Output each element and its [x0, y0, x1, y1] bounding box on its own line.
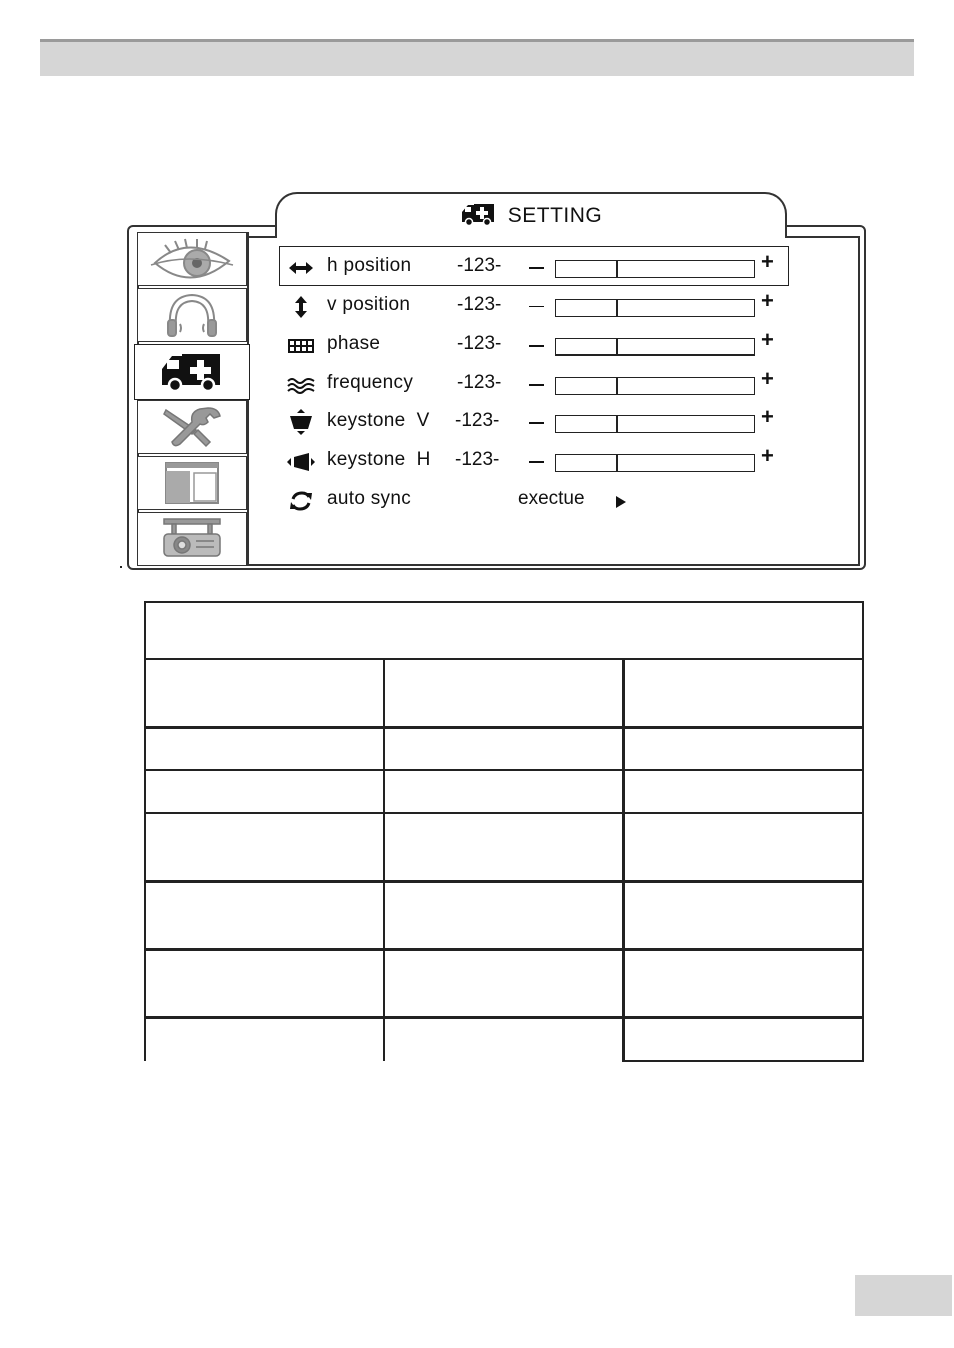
decrease-icon[interactable]: [529, 306, 544, 307]
vertical-arrows-icon: [287, 296, 315, 318]
header-bar: [40, 39, 914, 76]
menu-item-h-position[interactable]: [127, 249, 866, 282]
ambulance-icon: [460, 202, 496, 226]
value-slider[interactable]: [555, 415, 755, 433]
menu-item-keystone-v[interactable]: [127, 404, 866, 437]
execute-action-label[interactable]: exectue: [518, 488, 585, 509]
menu-item-keystone-h[interactable]: [127, 443, 866, 476]
value-slider[interactable]: [555, 454, 755, 472]
page-number-tab: [855, 1275, 952, 1316]
menu-item-v-position[interactable]: [127, 288, 866, 321]
horizontal-arrows-icon: [287, 257, 315, 279]
table-cell: [384, 1017, 623, 1061]
increase-icon[interactable]: +: [761, 327, 774, 352]
table-cell: [624, 949, 863, 1017]
item-label: frequency: [327, 372, 414, 393]
table-cell: [624, 1017, 863, 1061]
table-row: [145, 770, 863, 813]
item-value: -123-: [455, 449, 500, 470]
table-row: [145, 813, 863, 881]
table-row: [145, 949, 863, 1017]
table-cell: [145, 727, 384, 770]
table-cell: [384, 659, 623, 727]
increase-icon[interactable]: +: [761, 288, 774, 313]
osd-title-text: SETTING: [507, 204, 603, 227]
item-value: -123-: [457, 372, 502, 393]
projector-icon: [160, 517, 224, 561]
table-cell: [384, 881, 623, 949]
table-cell: [145, 813, 384, 881]
osd-title: [275, 202, 787, 228]
tab-projector[interactable]: [137, 512, 247, 566]
table-cell: [384, 727, 623, 770]
play-triangle-icon[interactable]: [615, 495, 627, 509]
item-label: v position: [327, 294, 411, 315]
increase-icon[interactable]: +: [761, 366, 774, 391]
tab-setting[interactable]: [134, 344, 250, 400]
table-cell: [145, 949, 384, 1017]
blank-table: [144, 601, 864, 1062]
item-label: auto sync: [327, 488, 412, 509]
table-cell: [624, 659, 863, 727]
increase-icon[interactable]: +: [761, 443, 774, 468]
table-cell: [145, 770, 384, 813]
table-cell: [384, 813, 623, 881]
table-row: [145, 659, 863, 727]
item-value: -123-: [457, 294, 502, 315]
table-cell: [624, 770, 863, 813]
value-slider[interactable]: [555, 338, 755, 356]
ambulance-icon: [160, 351, 224, 393]
table-cell: [384, 770, 623, 813]
increase-icon[interactable]: +: [761, 249, 774, 274]
keystone-h-icon: [287, 451, 315, 473]
table-row: [145, 1017, 863, 1061]
decrease-icon[interactable]: [529, 461, 544, 463]
item-value: -123-: [455, 410, 500, 431]
stray-dot: [120, 566, 122, 568]
table-row: [145, 602, 863, 659]
phase-icon: [287, 335, 315, 357]
menu-item-auto-sync[interactable]: [127, 485, 866, 515]
refresh-icon: [287, 490, 315, 512]
table-cell: [624, 881, 863, 949]
item-value: -123-: [457, 333, 502, 354]
table-cell: [145, 659, 384, 727]
table-cell: [624, 727, 863, 770]
keystone-v-icon: [287, 409, 315, 435]
value-slider[interactable]: [555, 299, 755, 317]
decrease-icon[interactable]: [529, 422, 544, 424]
frequency-waves-icon: [287, 374, 315, 396]
decrease-icon[interactable]: [529, 345, 544, 347]
item-value: -123-: [457, 255, 502, 276]
table-cell: [145, 602, 863, 659]
decrease-icon[interactable]: [529, 384, 544, 386]
item-label: h position: [327, 255, 412, 276]
table-cell: [624, 813, 863, 881]
value-slider[interactable]: [555, 260, 755, 278]
increase-icon[interactable]: +: [761, 404, 774, 429]
table-row: [145, 881, 863, 949]
item-label: keystone V: [327, 410, 430, 431]
item-label: keystone H: [327, 449, 431, 470]
table-cell: [145, 1017, 384, 1061]
decrease-icon[interactable]: [529, 267, 544, 269]
item-label: phase: [327, 333, 381, 354]
table-cell: [145, 881, 384, 949]
table-cell: [384, 949, 623, 1017]
table-row: [145, 727, 863, 770]
osd-menu: [127, 192, 866, 570]
value-slider[interactable]: [555, 377, 755, 395]
